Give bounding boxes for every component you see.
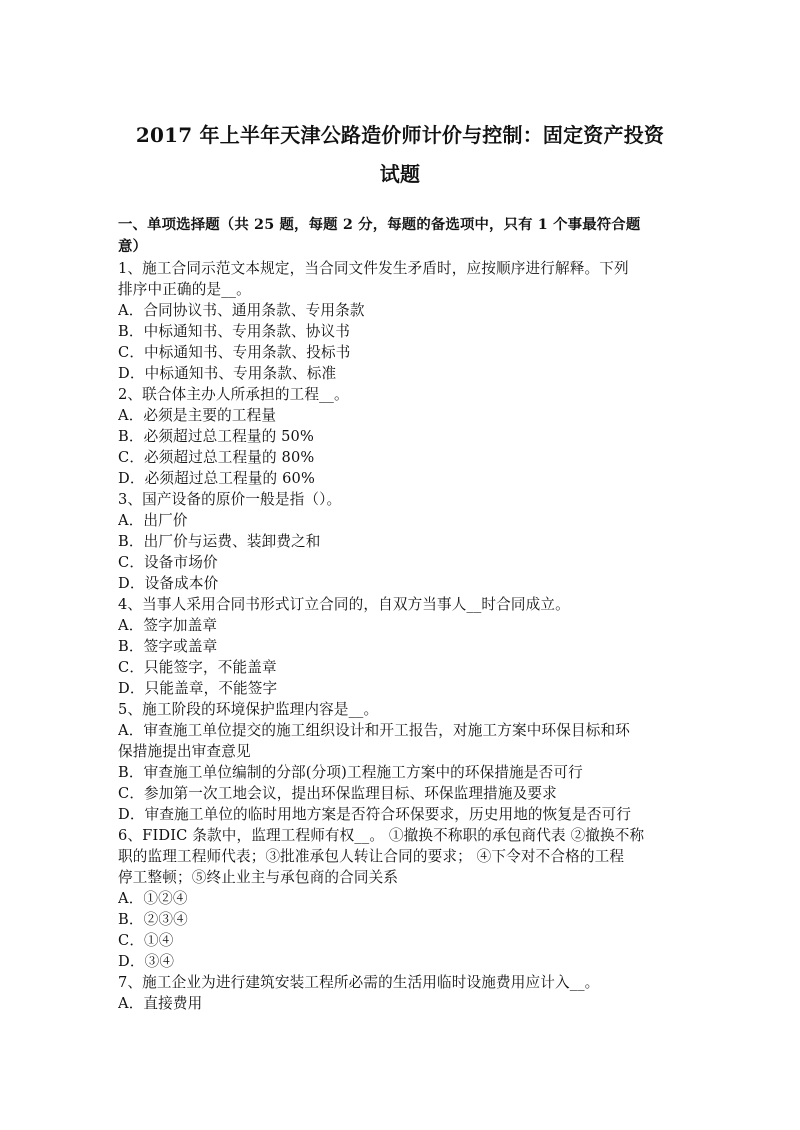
question-4-option-a: A．签字加盖章	[118, 617, 218, 634]
document-title-line-2: 试题	[379, 162, 421, 186]
question-6-line-2: 职的监理工程师代表；③批准承包人转让合同的要求； ④下令对不合格的工程	[118, 848, 625, 865]
question-2-option-c: C．必须超过总工程量的 80%	[118, 449, 315, 466]
document-title-line-1: 2017 年上半年天津公路造价师计价与控制：固定资产投资	[135, 123, 665, 147]
question-2-line-1: 2、联合体主办人所承担的工程__。	[118, 386, 349, 403]
question-1-line-1: 1、施工合同示范文本规定，当合同文件发生矛盾时，应按顺序进行解释。下列	[118, 260, 629, 277]
question-2-option-a: A．必须是主要的工程量	[118, 407, 277, 424]
question-6-option-a: A．①②④	[118, 890, 188, 907]
question-2-option-d: D．必须超过总工程量的 60%	[118, 470, 315, 487]
question-1-option-c: C．中标通知书、专用条款、投标书	[118, 344, 351, 361]
question-6-option-c: C．①④	[118, 932, 174, 949]
question-1-option-b: B．中标通知书、专用条款、协议书	[118, 323, 351, 340]
question-4-option-b: B．签字或盖章	[118, 638, 218, 655]
question-4-line-1: 4、当事人采用合同书形式订立合同的，自双方当事人__时合同成立。	[118, 596, 570, 613]
question-1-option-a: A．合同协议书、通用条款、专用条款	[118, 302, 365, 319]
section-heading-line-2: 意）	[118, 238, 148, 255]
question-7-option-a: A．直接费用	[118, 995, 203, 1012]
question-5-option-a-line-2: 保措施提出审查意见	[118, 743, 251, 760]
question-5-option-b: B．审查施工单位编制的分部(分项)工程施工方案中的环保措施是否可行	[118, 764, 583, 781]
question-6-line-1: 6、FIDIC 条款中，监理工程师有权__。 ①撤换不称职的承包商代表 ②撤换不称	[118, 827, 645, 844]
question-7-line-1: 7、施工企业为进行建筑安装工程所必需的生活用临时设施费用应计入__。	[118, 974, 600, 991]
question-1-option-d: D．中标通知书、专用条款、标准	[118, 365, 337, 382]
question-5-option-a-line-1: A．审查施工单位提交的施工组织设计和开工报告，对施工方案中环保目标和环	[118, 722, 630, 739]
question-4-option-d: D．只能盖章，不能签字	[118, 680, 278, 697]
question-3-line-1: 3、国产设备的原价一般是指（）。	[118, 491, 342, 508]
question-2-option-b: B．必须超过总工程量的 50%	[118, 428, 314, 445]
section-heading-line-1: 一、单项选择题（共 25 题，每题 2 分，每题的备选项中，只有 1 个事最符合题	[118, 216, 641, 233]
question-6-line-3: 停工整顿；⑤终止业主与承包商的合同关系	[118, 869, 399, 886]
document-body	[118, 214, 684, 1014]
question-5-option-d: D．审查施工单位的临时用地方案是否符合环保要求，历史用地的恢复是否可行	[118, 806, 632, 823]
question-3-option-d: D．设备成本价	[118, 575, 219, 592]
question-6-option-b: B．②③④	[118, 911, 188, 928]
question-5-option-c: C．参加第一次工地会议，提出环保监理目标、环保监理措施及要求	[118, 785, 557, 802]
question-4-option-c: C．只能签字，不能盖章	[118, 659, 277, 676]
question-3-option-c: C．设备市场价	[118, 554, 218, 571]
question-3-option-b: B．出厂价与运费、装卸费之和	[118, 533, 321, 550]
question-6-option-d: D．③④	[118, 953, 175, 970]
question-3-option-a: A．出厂价	[118, 512, 188, 529]
question-5-line-1: 5、施工阶段的环境保护监理内容是__。	[118, 701, 379, 718]
question-1-line-2: 排序中正确的是__。	[118, 281, 251, 298]
